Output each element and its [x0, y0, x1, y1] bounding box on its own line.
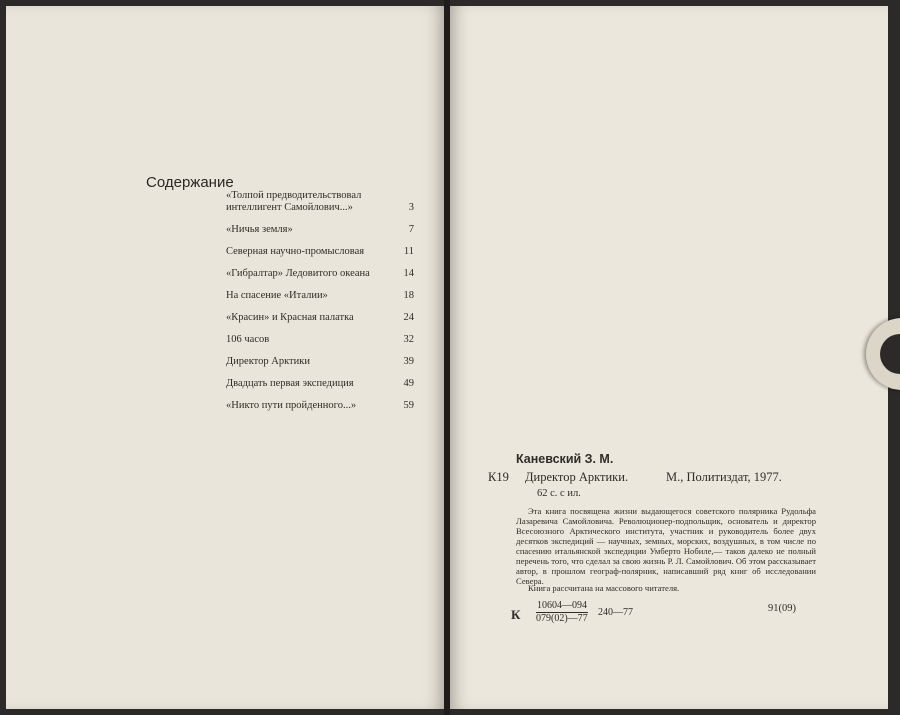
book-title: Директор Арктики. [525, 470, 629, 484]
annotation-text: Эта книга посвящена жизни выдающегося советского полярника Рудольфа Лазаревича Самойловича. Революционер-подпольщик, основатель и директор Всесоюзного Арктического института, участник и руководитель более двух десятков экспедиций — научных, земных, морских, воздушных, в том числе по спасению итальянской экспедиции Умберто Нобиле,— таков далеко не полный перечень того, что сделал за свою жизнь Р. Л. Самойлович. Об этом рассказывает автор, в прошлом географ-полярник, написавший ряд книг об исследовании Севера. [516, 506, 816, 586]
toc-item-page: 32 [403, 334, 414, 345]
classification-code: 91(09) [768, 603, 796, 614]
toc-item-text: Северная научно-промысловая [226, 246, 365, 257]
catalog-fraction [536, 600, 588, 625]
author-name: Каневский З. М. [516, 452, 614, 466]
contents-title: Содержание [146, 174, 234, 191]
toc-item-text: «Красин» и Красная палатка [226, 312, 354, 323]
code-tail: 240—77 [598, 607, 633, 618]
k-letter: К [511, 607, 521, 622]
toc-item [226, 378, 418, 390]
toc-item-text: «Толпой предводительствовал интеллигент Самойлович...» [226, 190, 362, 213]
toc-item-page: 49 [403, 378, 414, 389]
toc-item-text: На спасение «Италии» [226, 290, 328, 301]
toc-item-text: «Ничья земля» [226, 224, 293, 235]
toc-item-text: Двадцать первая экспедиция [226, 378, 354, 389]
toc-item [226, 190, 418, 214]
right-page [448, 6, 888, 709]
code-numerator: 10604—094 [537, 600, 587, 611]
toc-item-page: 39 [403, 356, 414, 367]
toc-item-text: «Гибралтар» Ледовитого океана [226, 268, 370, 279]
toc-item-page: 24 [403, 312, 414, 323]
toc-item-page: 59 [403, 400, 414, 411]
toc-item [226, 400, 418, 412]
toc-item [226, 334, 418, 346]
book-gutter [444, 0, 450, 715]
toc-item [226, 246, 418, 258]
page-count: 62 с. с ил. [537, 488, 581, 499]
toc-item-text: «Никто пути пройденного...» [226, 400, 357, 411]
toc-item [226, 312, 418, 324]
toc-item [226, 356, 418, 368]
code-denominator: 079(02)—77 [536, 613, 588, 624]
toc-item [226, 224, 418, 236]
toc-item-page: 3 [408, 202, 414, 213]
shelf-code: К19 [488, 470, 509, 484]
audience-note: Книга рассчитана на массового читателя. [528, 583, 680, 593]
publisher-info: М., Политиздат, 1977. [666, 470, 782, 484]
toc-item-text: 106 часов [226, 334, 270, 345]
toc-item-page: 14 [403, 268, 414, 279]
toc-item [226, 268, 418, 280]
table-of-contents [226, 190, 418, 422]
toc-item-page: 18 [403, 290, 414, 301]
toc-item-text: Директор Арктики [226, 356, 310, 367]
toc-item [226, 290, 418, 302]
toc-item-page: 7 [408, 224, 414, 235]
toc-item-page: 11 [403, 246, 414, 257]
